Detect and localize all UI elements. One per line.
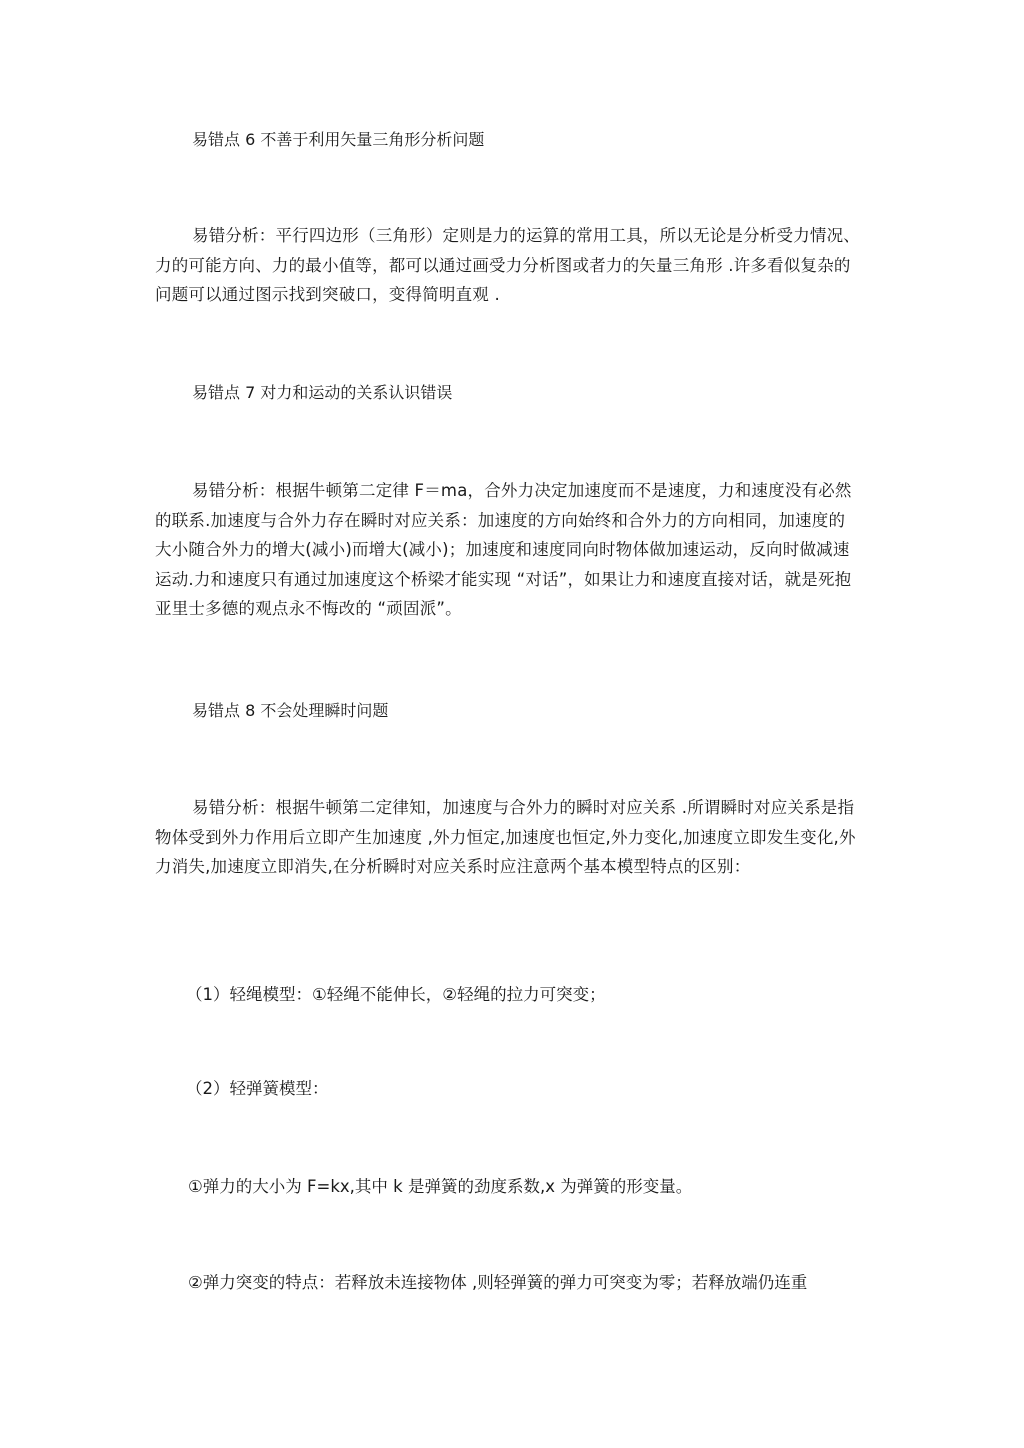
section-heading-8: 易错点 8 不会处理瞬时问题 — [192, 701, 389, 720]
rope-model: （1）轻绳模型：①轻绳不能伸长，②轻绳的拉力可突变； — [186, 985, 606, 1004]
analysis-text: 易错分析：平行四边形（三角形）定则是力的运算的常用工具，所以无论是分析受力情况、力的可能方向、力的最小值等，都可以通过画受力分析图或者力的矢量三角形 .许多看似复杂的问题可以通过图示找到突破口，变得简明直观 . — [155, 226, 860, 304]
spring-point-2: ②弹力突变的特点：若释放未连接物体 ,则轻弹簧的弹力可突变为零；若释放端仍连重 — [188, 1273, 808, 1292]
section-analysis-6 — [155, 221, 860, 310]
section-analysis-7 — [155, 476, 860, 624]
spring-model-heading: （2）轻弹簧模型： — [186, 1079, 329, 1098]
spring-point-1: ①弹力的大小为 F=kx,其中 k 是弹簧的劲度系数,x 为弹簧的形变量。 — [188, 1177, 693, 1196]
section-heading-7: 易错点 7 对力和运动的关系认识错误 — [192, 383, 453, 402]
section-heading-6: 易错点 6 不善于利用矢量三角形分析问题 — [192, 130, 485, 149]
analysis-text: 易错分析：根据牛顿第二定律 F＝ma，合外力决定加速度而不是速度，力和速度没有必然的联系.加速度与合外力存在瞬时对应关系：加速度的方向始终和合外力的方向相同，加速度的大小随合外力的增大(减小)而增大(减小)；加速度和速度同向时物体做加速运动，反向时做减速运动.力和速度只有通过加速度这个桥梁才能实现 “对话”，如果让力和速度直接对话，就是死抱亚里士多德的观点永不悔改的 “顽固派”。 — [155, 481, 852, 618]
section-analysis-8 — [155, 793, 860, 882]
analysis-text: 易错分析：根据牛顿第二定律知，加速度与合外力的瞬时对应关系 .所谓瞬时对应关系是指物体受到外力作用后立即产生加速度 ,外力恒定,加速度也恒定,外力变化,加速度立即发生变化,外力消失,加速度立即消失,在分析瞬时对应关系时应注意两个基本模型特点的区别： — [155, 798, 856, 876]
